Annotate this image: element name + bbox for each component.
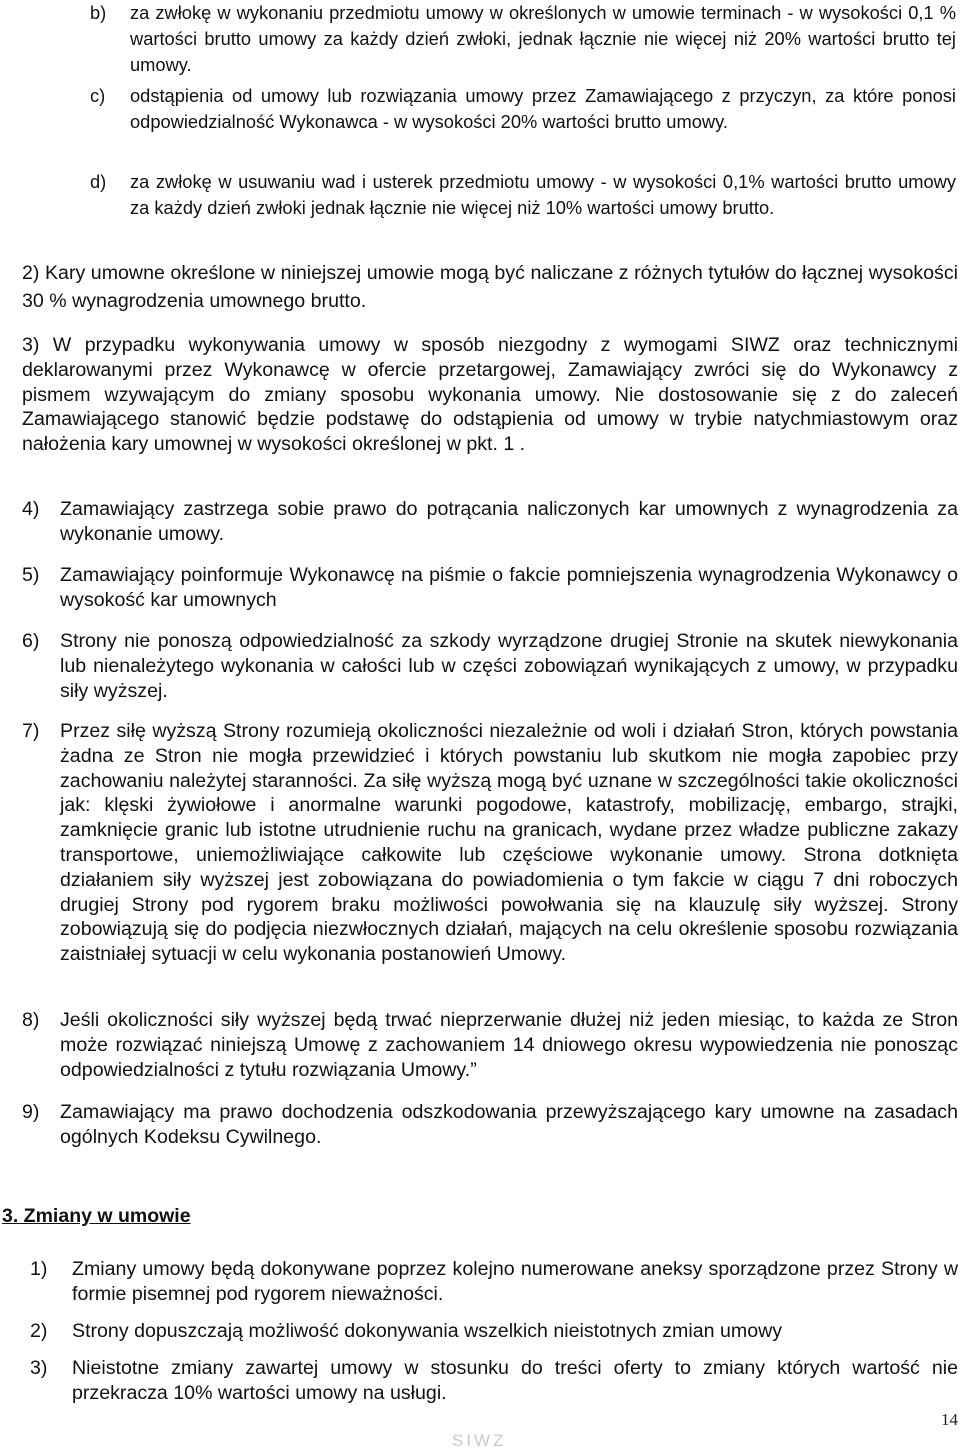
footer-label: SIWZ [452, 1431, 507, 1450]
list-item-text: Nieistotne zmiany zawartej umowy w stosunku do treści oferty to zmiany których wartość nie przekracza 10% wartości umowy na usługi. [72, 1357, 958, 1404]
list-item [90, 83, 956, 161]
list-marker: 7) [22, 720, 40, 742]
list-item-text: Przez siłę wyższą Strony rozumieją okoliczności niezależnie od woli i działań Stron, których powstania żadna ze Stron nie mogła przewidzieć i których powstaniu lub skutkom nie mogła zapobiec przy zachowaniu należytej staranności. Za siłę wyższą mogą być uznane w szczególności takie okoliczności jak: klęski żywiołowe i anormalne warunki pogodowe, katastrofy, mobilizację, embargo, strajki, zamknięcie granic lub istotne utrudnienie ruchu na granicach, wydane przez władze publiczne zakazy transportowe, uniemożliwiające całkowite lub częściowe wykonanie umowy. Strona dotknięta działaniem siły wyższej jest zobowiązana do powiadomienia o tym fakcie w ciągu 7 dni roboczych drugiej Strony pod rygorem braku możliwości powołwania się na klauzulę siły wyższej. Strony zobowiązują się do podjęcia niezwłocznych działań, mających na celu określenie sposobu rozwiązania zaistniałej sytuacji w celu wykonania postanowień Umowy. [60, 720, 958, 966]
list-marker: 5) [22, 564, 40, 586]
list-marker: 3) [30, 1357, 48, 1379]
list-marker: c) [90, 85, 106, 106]
list-item-text: Zamawiający zastrzega sobie prawo do potrącania naliczonych kar umownych z wynagrodzenia za wykonanie umowy. [60, 498, 958, 545]
list-item-text: za zwłokę w wykonaniu przedmiotu umowy w określonych w umowie terminach - w wysokości 0,1 % wartości brutto umowy za każdy dzień zwłoki, jednak łącznie nie więcej niż 20% wartości brutto tej umowy. [130, 2, 956, 75]
paragraph-3: 3) W przypadku wykonywania umowy w sposób niezgodny z wymogami SIWZ oraz technicznymi deklarowanymi przez Wykonawcę w ofercie przetargowej, Zamawiający zwróci się do Wykonawcy z pismem wzywającym do zmiany sposobu wykonania umowy. Nie dostosowanie się z do zaleceń Zamawiającego stanowić będzie podstawę do odstąpienia od umowy w trybie natychmiastowym oraz nałożenia kary umownej w wysokości określonej w pkt. 1 . [22, 334, 958, 456]
list-item [90, 0, 956, 78]
list-marker: 4) [22, 498, 40, 520]
list-marker: 9) [22, 1101, 40, 1123]
list-marker: 8) [22, 1009, 40, 1031]
list-item [90, 169, 956, 247]
list-item-text: Strony dopuszczają możliwość dokonywania wszelkich nieistotnych zmian umowy [72, 1320, 783, 1342]
list-marker: 6) [22, 630, 40, 652]
list-marker: d) [90, 171, 107, 192]
list-item-text: Strony nie ponoszą odpowiedzialność za szkody wyrządzone drugiej Stronie na skutek niewykonania lub nienależytego wykonania w całości lub w części zobowiązań wynikających z umowy, w przypadku siły wyższej. [60, 630, 958, 702]
list-item-text: Jeśli okoliczności siły wyższej będą trwać nieprzerwanie dłużej niż jeden miesiąc, to każda ze Stron może rozwiązać niniejszą Umowę z zachowaniem 14 dniowego okresu wypowiedzenia nie ponosząc odpowiedzialności z tytułu rozwiązania Umowy.” [60, 1009, 958, 1081]
list-item-text: Zamawiający ma prawo dochodzenia odszkodowania przewyższającego kary umowne na zasadach ogólnych Kodeksu Cywilnego. [60, 1101, 958, 1148]
list-marker: 2) [30, 1320, 48, 1342]
list-item-text: za zwłokę w usuwaniu wad i usterek przedmiotu umowy - w wysokości 0,1% wartości brutto umowy za każdy dzień zwłoki jednak łącznie nie więcej niż 10% wartości umowy brutto. [130, 171, 956, 218]
list-marker: 1) [30, 1258, 48, 1280]
paragraph-2: 2) Kary umowne określone w niniejszej umowie mogą być naliczane z różnych tytułów do łącznej wysokości 30 % wynagrodzenia umownego brutto. [22, 262, 958, 312]
list-item-text: odstąpienia od umowy lub rozwiązania umowy przez Zamawiającego z przyczyn, za które ponosi odpowiedzialność Wykonawca - w wysokości 20% wartości brutto umowy. [130, 85, 956, 132]
list-item-text: Zamawiający poinformuje Wykonawcę na piśmie o fakcie pomniejszenia wynagrodzenia Wykonawcy o wysokość kar umownych [60, 564, 958, 611]
section-heading: 3. Zmiany w umowie [2, 1205, 191, 1227]
list-item-text: Zmiany umowy będą dokonywane poprzez kolejno numerowane aneksy sporządzone przez Strony w formie pisemnej pod rygorem nieważności. [72, 1258, 958, 1305]
list-marker: b) [90, 2, 107, 23]
page-number: 14 [941, 1410, 958, 1429]
